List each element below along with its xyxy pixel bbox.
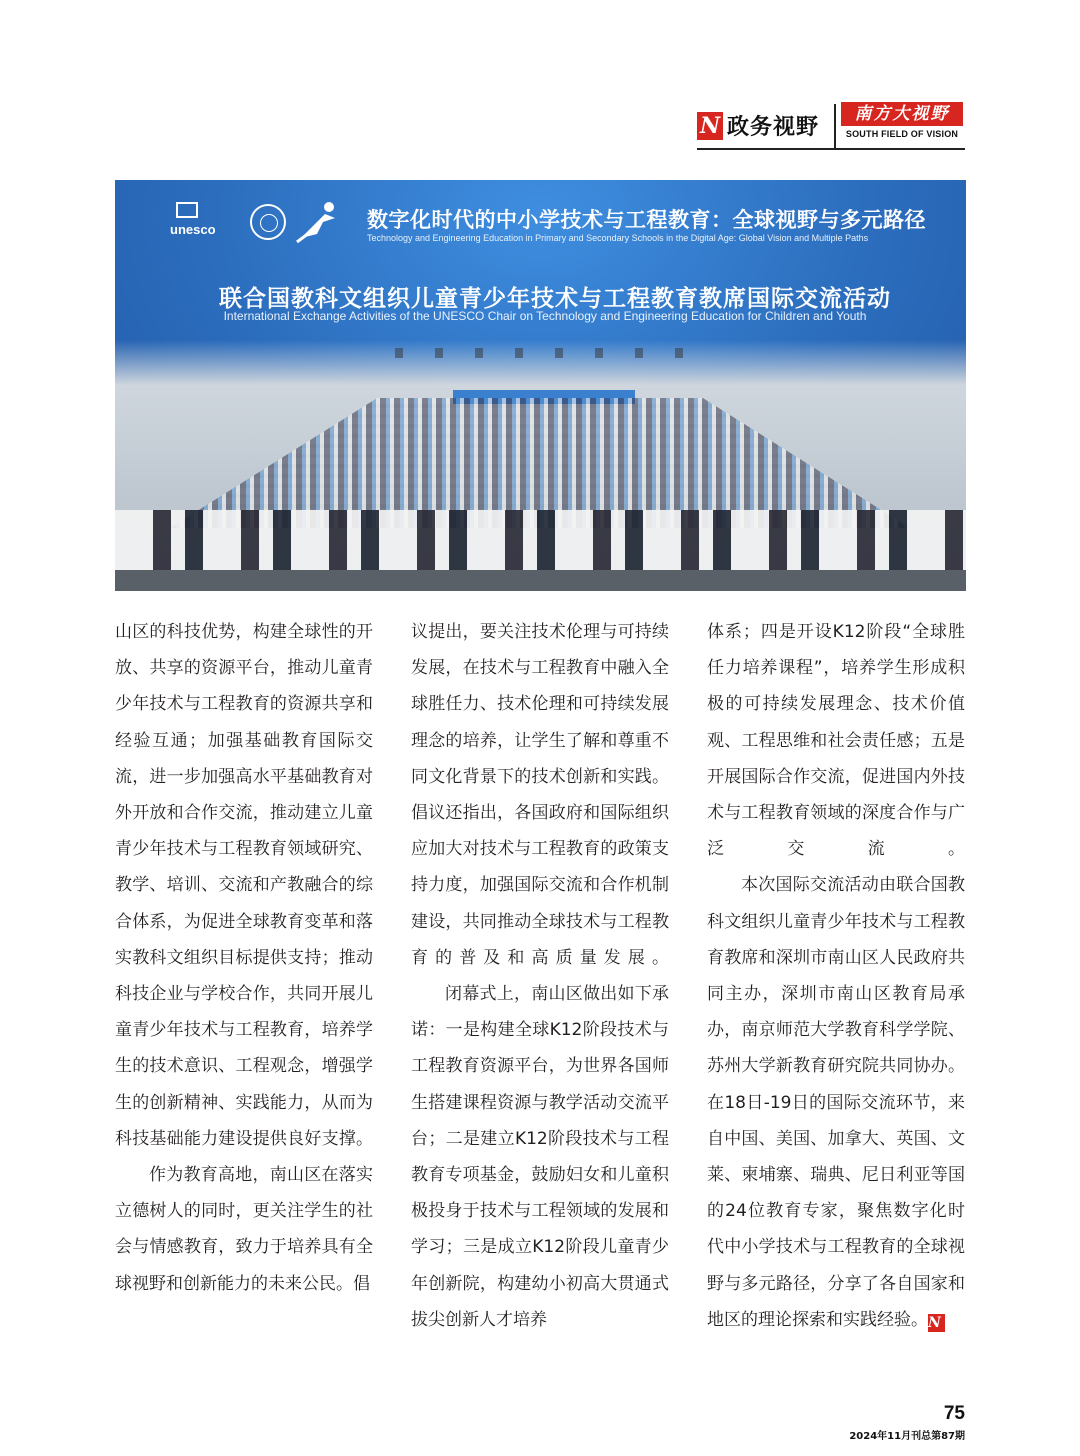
ceiling-lights [395, 348, 695, 358]
stage-floor [115, 570, 966, 591]
banner-title-en: Technology and Engineering Education in Primary and Secondary Schools in the Digital Age: Global Vision and Multiple Paths [367, 233, 869, 243]
page-number: 75 [943, 1403, 965, 1424]
unesco-logo [170, 202, 226, 246]
paragraph: 闭幕式上，南山区做出如下承诺：一是构建全球K12阶段技术与工程教育资源平台，为世界各国师生搭建课程资源与教学活动交流平台；二是建立K12阶段技术与工程教育专项基金，鼓励妇女和儿童积极投身于技术与工程领域的发展和学习；三是成立K12阶段儿童青少年创新院，构建幼小初高大贯通式拔尖创新人才培养 [411, 984, 669, 1330]
unesco-temple-icon [176, 202, 198, 218]
issue-info: 2024年11月刊总第87期 [849, 1431, 965, 1442]
end-mark-icon: N [928, 1314, 945, 1332]
paragraph: 议提出，要关注技术伦理与可持续发展，在技术与工程教育中融入全球胜任力、技术伦理和可持续发展理念的培养，让学生了解和尊重不同文化背景下的技术创新和实践。倡议还指出，各国政府和国际组织应加大对技术与工程教育的政策支持力度，加强国际交流和合作机制建设，共同推动全球技术与工程教育的普及和高质量发展。 [411, 622, 669, 968]
banner-subtitle-en: International Exchange Activities of the UNESCO Chair on Technology and Engineering Education for Children and Youth [223, 309, 867, 323]
university-emblem-icon [250, 204, 286, 240]
brand-logo: 南方大视野 [841, 102, 963, 126]
brand-english: SOUTH FIELD OF VISION [845, 129, 959, 139]
header-divider [834, 104, 836, 148]
banner-subtitle-cn: 联合国教科文组织儿童青少年技术与工程教育教席国际交流活动 [219, 286, 891, 312]
text-column-1 [115, 614, 373, 1302]
unesco-text: unesco [170, 222, 216, 237]
text-column-2 [411, 614, 669, 1338]
paragraph: 作为教育高地，南山区在落实立德树人的同时，更关注学生的社会与情感教育，致力于培养具有全球视野和创新能力的未来公民。倡 [115, 1165, 373, 1294]
front-row-guests [115, 510, 966, 570]
column-header [697, 100, 965, 148]
header-rule [697, 148, 965, 150]
paragraph: 体系；四是开设K12阶段“全球胜任力培养课程”，培养学生形成积极的可持续发展理念、技术价值观、工程思维和社会责任感；五是开展国际合作交流，促进国内外技术与工程教育领域的深度合作与广泛交流。 [707, 622, 965, 860]
column-title: 政务视野 [727, 115, 820, 140]
event-photo [115, 180, 966, 591]
paragraph-text: 本次国际交流活动由联合国教科文组织儿童青少年技术与工程教育教席和深圳市南山区人民政府共同主办，深圳市南山区教育局承办，南京师范大学教育科学学院、苏州大学新教育研究院共同协办。在18日-19日的国际交流环节，来自中国、美国、加拿大、英国、文莱、柬埔寨、瑞典、尼日利亚等国的24位教育专家，聚焦数字化时代中小学技术与工程教育的全球视野与多元路径，分享了各自国家和地区的理论探索和实践经验。 [707, 875, 965, 1330]
banner-title-cn: 数字化时代的中小学技术与工程教育：全球视野与多元路径 [367, 208, 926, 232]
paragraph: 山区的科技优势，构建全球性的开放、共享的资源平台，推动儿童青少年技术与工程教育的资源共享和经验互通；加强基础教育国际交流，进一步加强高水平基础教育对外开放和合作交流，推动建立儿童青少年技术与工程教育领域研究、教学、培训、交流和产教融合的综合体系，为促进全球教育变革和落实教科文组织目标提供支持；推动科技企业与学校合作，共同开展儿童青少年技术与工程教育，培养学生的技术意识、工程观念，增强学生的创新精神、实践能力，从而为科技基础能力建设提供良好支撑。 [115, 622, 373, 1149]
paragraph-final [707, 867, 965, 1338]
runner-logo-icon [295, 200, 343, 244]
text-column-3 [707, 614, 965, 1338]
magazine-n-logo: N [697, 112, 723, 140]
